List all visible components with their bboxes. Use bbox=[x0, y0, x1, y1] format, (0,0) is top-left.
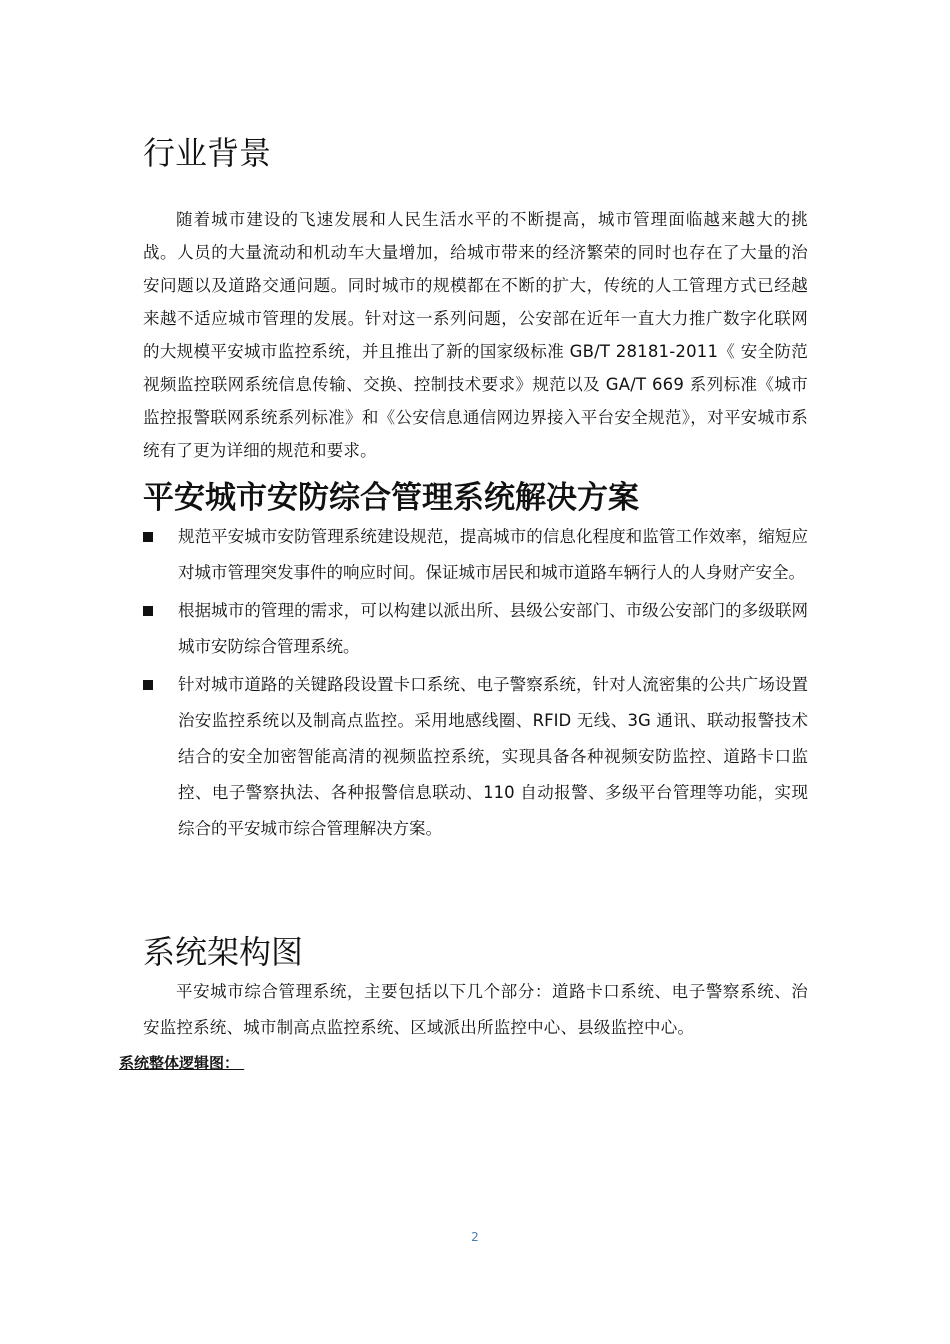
section-title-solution: 平安城市安防综合管理系统解决方案 bbox=[143, 480, 639, 516]
list-item bbox=[143, 519, 808, 591]
architecture-paragraph: 平安城市综合管理系统，主要包括以下几个部分：道路卡口系统、电子警察系统、治安监控系统、城市制高点监控系统、区域派出所监控中心、县级监控中心。 bbox=[143, 982, 808, 1037]
list-item bbox=[143, 593, 808, 665]
list-item bbox=[143, 667, 808, 847]
square-bullet-icon bbox=[143, 532, 153, 542]
bullet-text: 规范平安城市安防管理系统建设规范，提高城市的信息化程度和监管工作效率，缩短应对城市管理突发事件的响应时间。保证城市居民和城市道路车辆行人的人身财产安全。 bbox=[178, 527, 808, 582]
section-title-architecture: 系统架构图 bbox=[143, 933, 304, 971]
section-title-industry-background: 行业背景 bbox=[143, 134, 272, 172]
solution-bullet-list bbox=[143, 519, 808, 849]
square-bullet-icon bbox=[143, 680, 153, 690]
bullet-text: 针对城市道路的关键路段设置卡口系统、电子警察系统，针对人流密集的公共广场设置治安监控系统以及制高点监控。采用地感线圈、RFID 无线、3G 通讯、联动报警技术结合的安全加密智能高清的视频监控系统，实现具备各种视频安防监控、道路卡口监控、电子警察执法、各种报警信息联动、110 自动报警、多级平台管理等功能，实现综合的平安城市综合管理解决方案。 bbox=[178, 675, 808, 838]
logic-diagram-subheading: 系统整体逻辑图： bbox=[119, 1054, 245, 1072]
page-number: 2 bbox=[471, 1230, 479, 1244]
square-bullet-icon bbox=[143, 606, 153, 616]
bullet-text: 根据城市的管理的需求，可以构建以派出所、县级公安部门、市级公安部门的多级联网城市安防综合管理系统。 bbox=[178, 601, 808, 656]
industry-background-paragraph: 随着城市建设的飞速发展和人民生活水平的不断提高，城市管理面临越来越大的挑战。人员的大量流动和机动车大量增加，给城市带来的经济繁荣的同时也存在了大量的治安问题以及道路交通问题。同时城市的规模都在不断的扩大，传统的人工管理方式已经越来越不适应城市管理的发展。针对这一系列问题，公安部在近年一直大力推广数字化联网的大规模平安城市监控系统，并且推出了新的国家级标准 GB/T 28181-2011《 安全防范视频监控联网系统信息传输、交换、控制技术要求》规范以及 GA/T 669 系列标准《城市监控报警联网系统系列标准》和《公安信息通信网边界接入平台安全规范》，对平安城市系统有了更为详细的规范和要求。 bbox=[143, 210, 808, 460]
